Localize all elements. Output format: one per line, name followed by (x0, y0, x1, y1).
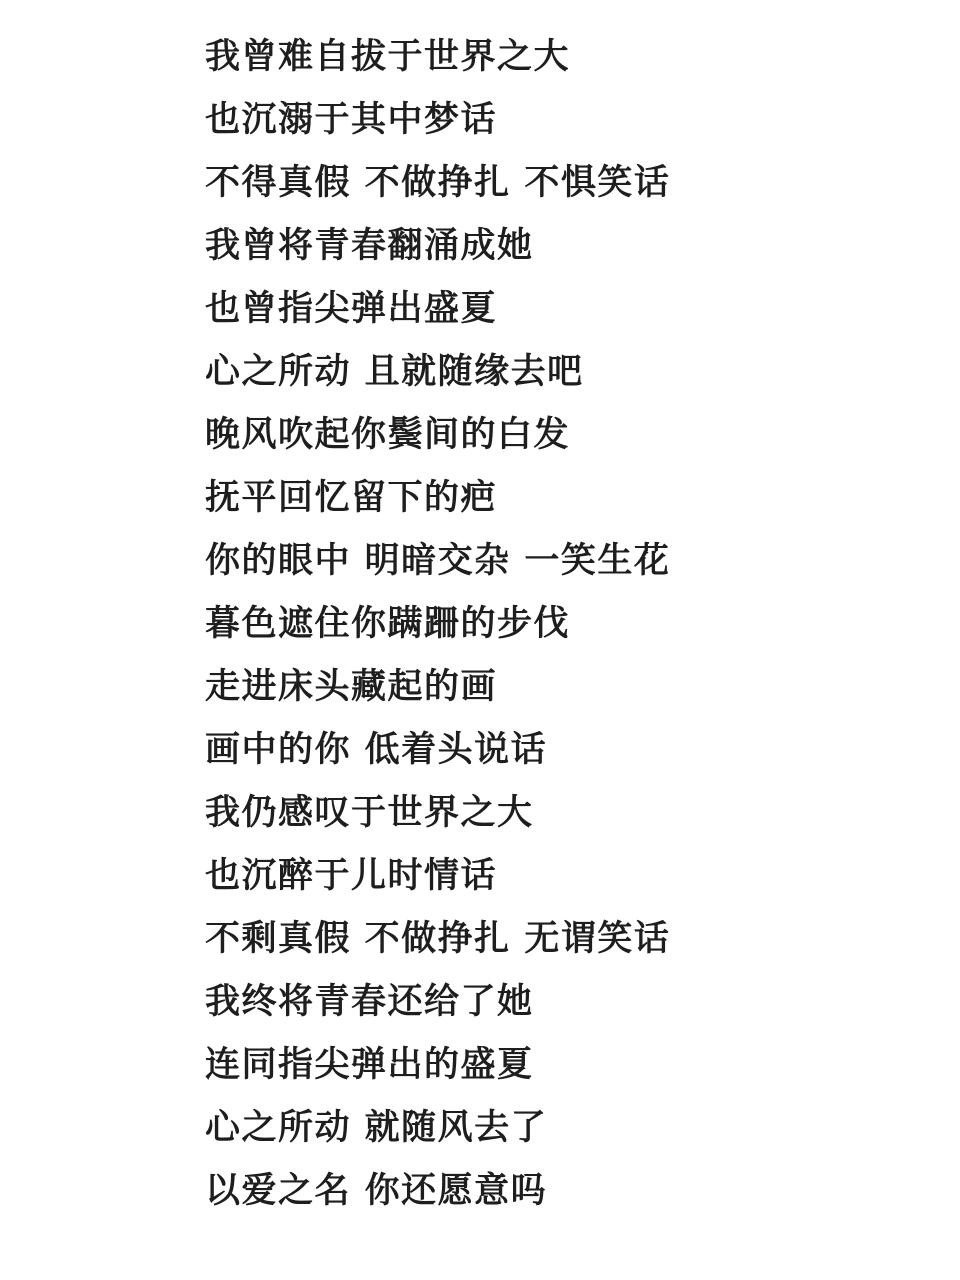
lyric-line: 连同指尖弹出的盛夏 (205, 1045, 534, 1085)
lyric-line: 你的眼中 明暗交杂 一笑生花 (205, 541, 671, 581)
lyric-line: 也沉醉于儿时情话 (205, 856, 498, 896)
lyric-line: 我曾将青春翻涌成她 (205, 226, 534, 266)
lyric-line: 抚平回忆留下的疤 (205, 478, 498, 518)
lyric-line: 不得真假 不做挣扎 不惧笑话 (205, 163, 671, 203)
lyric-line: 画中的你 低着头说话 (205, 730, 548, 770)
lyric-line: 走进床头藏起的画 (205, 667, 498, 707)
lyric-line: 不剩真假 不做挣扎 无谓笑话 (205, 919, 671, 959)
lyric-line: 我终将青春还给了她 (205, 982, 534, 1022)
lyric-line: 我曾难自拔于世界之大 (205, 37, 571, 77)
lyric-line: 心之所动 且就随缘去吧 (205, 352, 584, 392)
lyric-line: 也曾指尖弹出盛夏 (205, 289, 498, 329)
lyric-line: 我仍感叹于世界之大 (205, 793, 534, 833)
lyric-line: 晚风吹起你鬓间的白发 (205, 415, 571, 455)
lyric-line: 以爱之名 你还愿意吗 (205, 1171, 548, 1211)
lyric-line: 心之所动 就随风去了 (205, 1108, 548, 1148)
lyric-line: 暮色遮住你蹒跚的步伐 (205, 604, 571, 644)
lyric-line: 也沉溺于其中梦话 (205, 100, 498, 140)
